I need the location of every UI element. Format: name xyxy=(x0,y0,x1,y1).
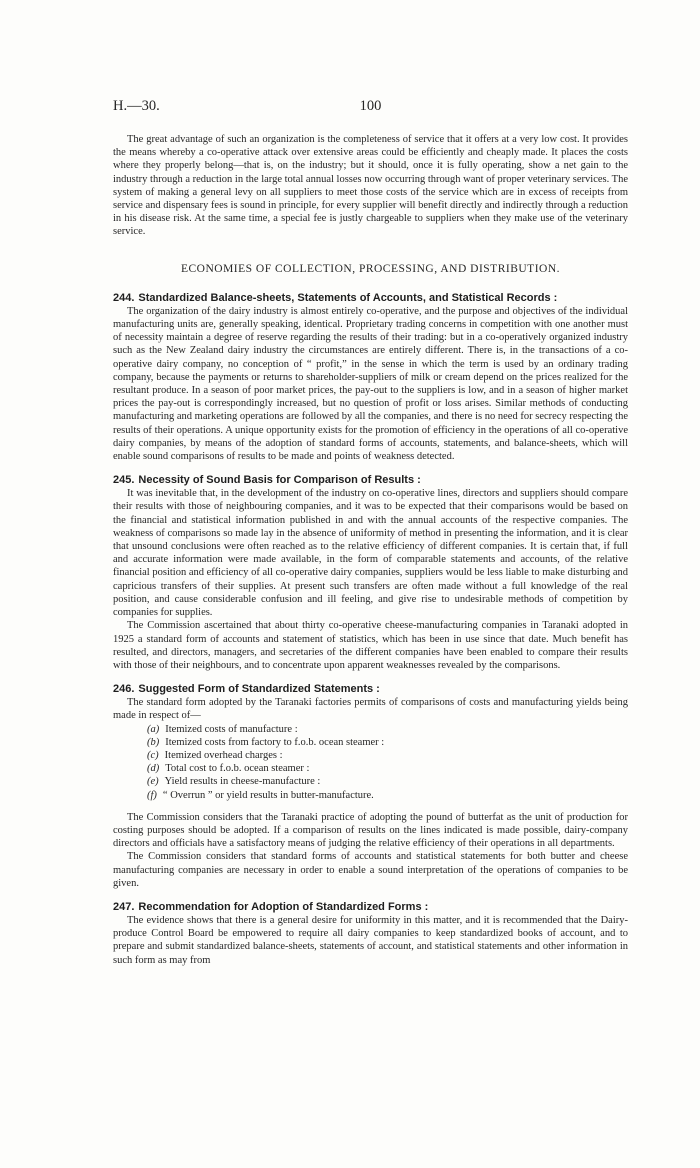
list-item-text: Itemized costs from factory to f.o.b. ocean steamer : xyxy=(165,736,385,748)
page-number: 100 xyxy=(359,98,382,114)
section-245-number: 245. xyxy=(113,474,135,487)
section-244 xyxy=(113,291,628,463)
section-246-heading xyxy=(113,682,628,696)
list-item xyxy=(147,762,628,775)
section-244-number: 244. xyxy=(113,291,135,304)
list-item-label: (c) xyxy=(147,749,159,761)
list-item-text: “ Overrun ” or yield results in butter-manufacture. xyxy=(162,789,374,801)
list-item xyxy=(147,775,628,788)
list-item-text: Yield results in cheese-manufacture : xyxy=(164,776,321,788)
section-246-title: Suggested Form of Standardized Statements : xyxy=(138,683,380,696)
list-item xyxy=(147,789,628,802)
list-item-text: Itemized costs of manufacture : xyxy=(165,723,298,735)
list-item xyxy=(147,723,628,736)
section-246-item-list xyxy=(113,723,628,802)
section-247-number: 247. xyxy=(113,900,135,913)
section-246-paragraph-2: The Commission considers that standard forms of accounts and statistical statements for both butter and cheese manufacturing companies are necessary in order to enable a sound interpretation of the operations of companies to be given. xyxy=(113,851,628,889)
list-item-label: (d) xyxy=(147,763,160,775)
list-item xyxy=(147,736,628,749)
section-245-paragraph-2: The Commission ascertained that about thirty co-operative cheese-manufacturing companies in Taranaki adopted in 1925 a standard form of accounts and statement of statistics, which has been in use since that date. Much benefit has resulted, and directors, managers, and secretaries of the different companies have been enabled to compare their results with those of their neighbours, and to concentrate upon apparent weaknesses revealed by the comparisons. xyxy=(113,620,628,671)
section-245-heading xyxy=(113,473,628,487)
section-246-lead: The standard form adopted by the Taranaki factories permits of comparisons of costs and manufacturing yields being made in respect of— xyxy=(113,697,628,722)
section-244-title: Standardized Balance-sheets, Statements of Accounts, and Statistical Records : xyxy=(138,291,558,304)
list-item-label: (a) xyxy=(147,723,160,735)
list-item xyxy=(147,749,628,762)
section-247-paragraph-1: The evidence shows that there is a general desire for uniformity in this matter, and it is recommended that the Dairy-produce Control Board be empowered to require all dairy companies to keep standardized books of account, and to prepare and submit standardized balance-sheets, statements of account, and statistical statements and other information in such form as may from xyxy=(113,914,628,966)
section-246-paragraph-1: The Commission considers that the Taranaki practice of adopting the pound of butterfat as the unit of production for costing purposes should be adopted. If a comparison of results on the lines indicated is made possible, dairy-company directors and officials have a satisfactory means of judging the relative efficiency of their operations in all departments. xyxy=(113,811,628,850)
section-246 xyxy=(113,682,628,890)
section-245 xyxy=(113,473,628,672)
document-reference: H.—30. xyxy=(113,98,160,114)
section-247-title: Recommendation for Adoption of Standardized Forms : xyxy=(138,900,429,913)
list-item-label: (f) xyxy=(147,789,157,801)
running-head xyxy=(113,98,628,118)
intro-paragraph: The great advantage of such an organization is the completeness of service that it offers at a very low cost. It provides the means whereby a co-operative attack over extensive areas could be efficiently and cheaply made. It places the costs where they properly belong—that is, on the industry; but it should, once it is fully operating, show a net gain to the industry through a reduction in the large total annual losses now occurring through want of proper veterinary services. The system of making a general levy on all suppliers to meet those costs of the service which are in excess of receipts from service and dispensary fees is sound in principle, for every supplier will benefit directly and indirectly through a reduction in his disease risk. At the same time, a special fee is justly chargeable to suppliers when they make use of the veterinary service. xyxy=(113,134,628,238)
list-item-text: Itemized overhead charges : xyxy=(164,749,283,761)
document-body xyxy=(113,133,628,967)
list-item-label: (e) xyxy=(147,776,159,788)
section-title: ECONOMIES OF COLLECTION, PROCESSING, AND DISTRIBUTION. xyxy=(180,262,561,275)
section-247 xyxy=(113,900,628,967)
section-246-number: 246. xyxy=(113,683,135,696)
list-item-text: Total cost to f.o.b. ocean steamer : xyxy=(165,763,310,775)
section-244-paragraph-1: The organization of the dairy industry is almost entirely co-operative, and the purpose and objectives of the individual manufacturing units are, generally speaking, identical. Proprietary trading concerns in competition with one another must of necessity maintain a degree of reserve regarding the results of their trading: but in a co-operatively organized industry such as the New Zealand dairy industry the circumstances are entirely different. There is, in the transactions of a co-operative dairy company, no conception of “ profit,” in the sense in which the term is used by an ordinary trading company, because the payments or returns to shareholder-suppliers of milk or cream depend on the prices realized for the resultant produce. In a season of poor market prices, the pay-out to the suppliers is low, and in a season of higher market prices the pay-out is correspondingly increased, but no question of profit or loss arises. Similar methods of conducting manufacturing and marketing operations are followed by all the companies, and there is no need for secrecy respecting the results of their operations. A unique opportunity exists for the promotion of efficiency in the operations of all co-operative dairy companies, by means of the adoption of standard forms of accounts, statements, and balance-sheets, which will enable sound comparisons of results to be made and points of weakness detected. xyxy=(113,305,628,463)
section-247-heading xyxy=(113,900,628,914)
section-244-heading xyxy=(113,291,628,305)
section-245-paragraph-1: It was inevitable that, in the development of the industry on co-operative lines, directors and suppliers should compare their results with those of neighbouring companies, and it was to be expected that their comparisons would be based on the financial and statistical information published in and with the annual accounts of the respective companies. The weakness of comparisons so made lay in the absence of uniformity of method in presenting the information, and it is clear that unsound conclusions were often reached as to the relative efficiency of different companies. It is certain that, if full and accurate information were made available, in the form of comparable statements and accounts, of the relative financial position and efficiency of all co-operative dairy companies, suppliers would be less liable to make disturbing and capricious transfers of their supplies. At present such transfers are often made without a full knowledge of the real position, and cause considerable confusion and ill feeling, and give rise to undesirable methods of competition by companies for supplies. xyxy=(113,488,628,619)
list-item-label: (b) xyxy=(147,736,160,748)
section-245-title: Necessity of Sound Basis for Comparison of Results : xyxy=(138,474,421,487)
